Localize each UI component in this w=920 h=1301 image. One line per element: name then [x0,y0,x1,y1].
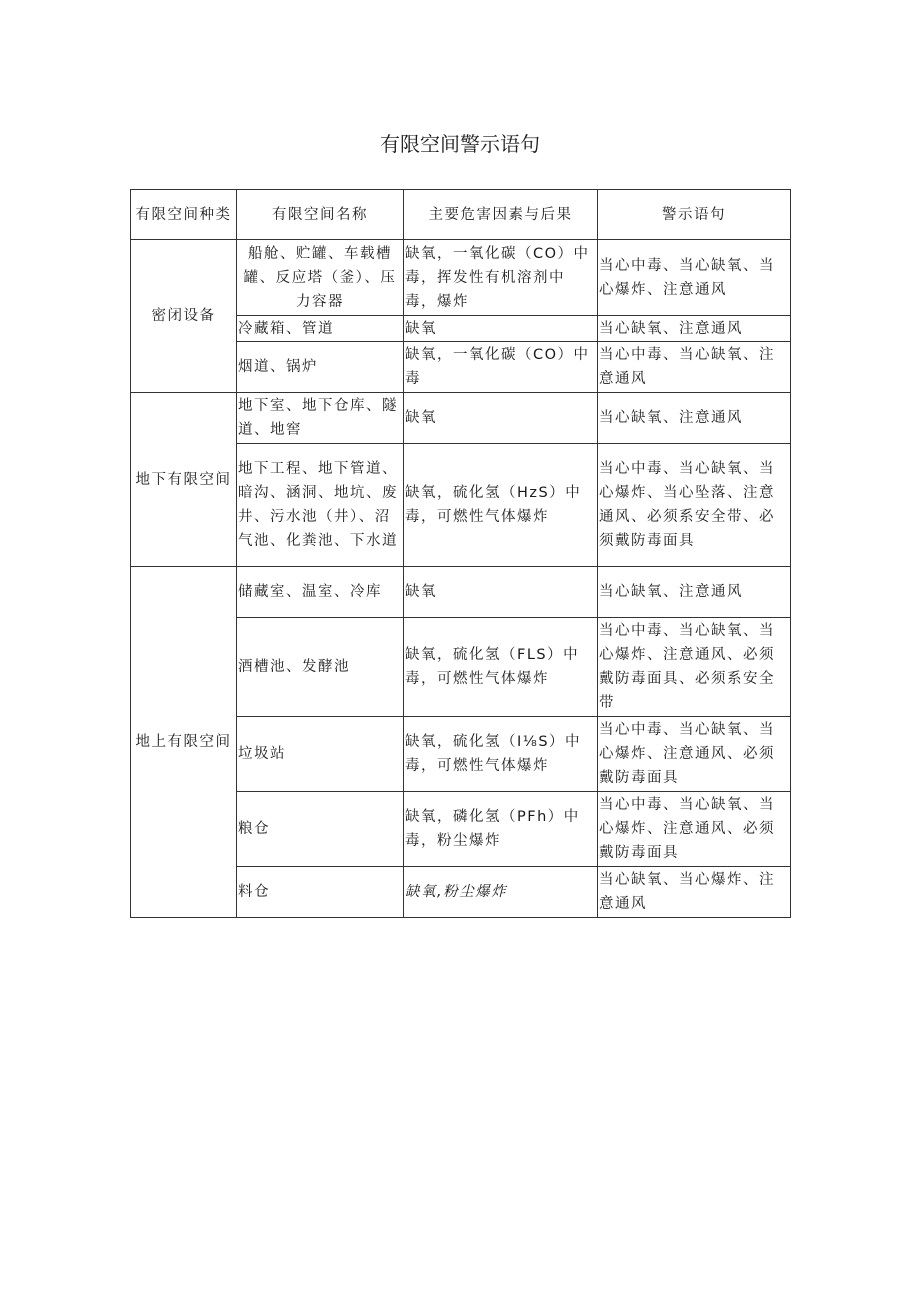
warning-cell: 当心中毒、当心缺氧、当心爆炸、注意通风、必须戴防毒面具 [598,717,791,792]
warning-cell: 当心中毒、当心缺氧、当心爆炸、注意通风、必须戴防毒面具、必须系安全带 [598,618,791,717]
hazard-cell: 缺氧，磷化氢（PFh）中毒，粉尘爆炸 [404,792,598,867]
warning-cell: 当心缺氧、当心爆炸、注意通风 [598,867,791,918]
space-name-cell: 酒槽池、发酵池 [237,618,404,717]
warning-cell: 当心缺氧、注意通风 [598,393,791,444]
space-name-cell: 料仓 [237,867,404,918]
header-hazard: 主要危害因素与后果 [404,190,598,240]
hazard-cell: 缺氧，硫化氢（I⅛S）中毒，可燃性气体爆炸 [404,717,598,792]
space-name-cell: 粮仓 [237,792,404,867]
space-name-cell: 垃圾站 [237,717,404,792]
header-warning: 警示语句 [598,190,791,240]
warning-cell: 当心中毒、当心缺氧、注意通风 [598,342,791,393]
space-name-cell: 烟道、锅炉 [237,342,404,393]
hazard-cell: 缺氧 [404,316,598,342]
hazard-cell: 缺氧，一氧化碳（CO）中毒 [404,342,598,393]
header-category: 有限空间种类 [131,190,237,240]
page-title: 有限空间警示语句 [380,132,540,156]
space-name-cell: 船舱、贮罐、车载槽罐、反应塔（釜）、压力容器 [237,240,404,316]
category-cell: 密闭设备 [131,240,237,393]
warning-cell: 当心中毒、当心缺氧、当心爆炸、注意通风 [598,240,791,316]
hazard-cell: 缺氧 [404,567,598,618]
hazard-cell: 缺氧，硫化氢（HzS）中毒，可燃性气体爆炸 [404,444,598,567]
hazard-cell: 缺氧，硫化氢（FLS）中毒，可燃性气体爆炸 [404,618,598,717]
category-cell: 地下有限空间 [131,393,237,567]
table-row [131,567,791,618]
category-cell: 地上有限空间 [131,567,237,918]
hazard-cell: 缺氧 [404,393,598,444]
space-name-cell: 冷藏箱、管道 [237,316,404,342]
hazard-cell: 缺氧,粉尘爆炸 [404,867,598,918]
warning-cell: 当心缺氧、注意通风 [598,567,791,618]
warning-table [130,189,791,918]
header-name: 有限空间名称 [237,190,404,240]
hazard-cell: 缺氧，一氧化碳（CO）中毒，挥发性有机溶剂中毒，爆炸 [404,240,598,316]
table-row [131,240,791,316]
table-header-row [131,190,791,240]
warning-cell: 当心缺氧、注意通风 [598,316,791,342]
warning-cell: 当心中毒、当心缺氧、当心爆炸、注意通风、必须戴防毒面具 [598,792,791,867]
table-row [131,393,791,444]
space-name-cell: 地下室、地下仓库、隧道、地窖 [237,393,404,444]
space-name-cell: 储藏室、温室、冷库 [237,567,404,618]
space-name-cell: 地下工程、地下管道、暗沟、涵洞、地坑、废井、污水池（井）、沼气池、化粪池、下水道 [237,444,404,567]
warning-cell: 当心中毒、当心缺氧、当心爆炸、当心坠落、注意通风、必须系安全带、必须戴防毒面具 [598,444,791,567]
